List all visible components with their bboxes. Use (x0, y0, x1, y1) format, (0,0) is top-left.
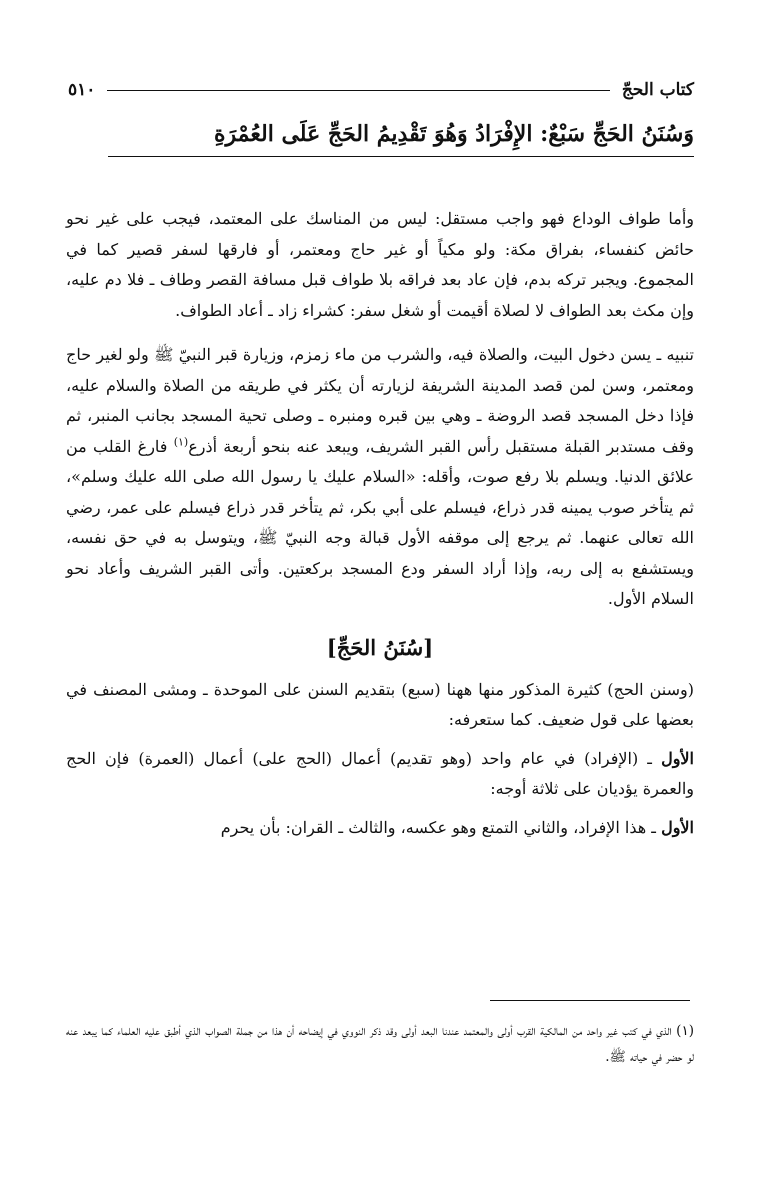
paragraph-three-ways-lead: الأول (661, 817, 694, 837)
paragraph-tanbih-part-2: فارغ القلب من علائق الدنيا. ويسلم بلا رفع صوت، وأقله: «السلام عليك يا رسول الله صلى الله عليك وسلم»، ثم يتأخر صوب يمينه قدر ذراع، فيسلم على أبي بكر، ثم يتأخر قدر ذراع فيسلم على عمر، رضي الله تعالى عنهما. ثم يرجع إلى موقفه الأول قبالة وجه النبيّ ﷺ، ويتوسل به في حق نفسه، ويستشفع به إلى ربه، وإذا أراد السفر ودع المسجد بركعتين. وأتى القبر الشريف وأعاد نحو السلام الأول. (66, 436, 694, 608)
paragraph-first-lead: الأول (661, 748, 694, 768)
header-rule (107, 90, 609, 91)
running-header (68, 72, 694, 108)
page-number: ٥١٠ (68, 80, 96, 100)
book-title: كتاب الحجّ (621, 80, 694, 100)
paragraph-first-ifrad (66, 744, 694, 805)
paragraph-sunan-intro: (وسنن الحج) كثيرة المذكور منها ههنا (سبع) بتقديم السنن على الموحدة ـ ومشى المصنف في بعضها على قول ضعيف. كما ستعرفه: (66, 679, 695, 729)
paragraph-first-text: ـ (الإفراد) في عام واحد (وهو تقديم) أعمال (الحج على) أعمال (العمرة) فإن الحج والعمرة يؤديان على ثلاثة أوجه: (66, 748, 694, 798)
paragraph-tanbih-part-1: تنبيه ـ يسن دخول البيت، والصلاة فيه، والشرب من ماء زمزم، وزيارة قبر النبيّ ﷺ ولو لغير حاج ومعتمر، وسن لمن قصد المدينة الشريفة لزيارته أن يكثر في طريقه من الصلاة والسلام عليه، فإذا دخل المسجد قصد الروضة ـ وهي بين قبره ومنبره ـ وصلى تحية المسجد بجانب المنبر، ثم وقف مستدبر القبلة مستقبل رأس القبر الشريف، ويبعد عنه بنحو أربعة أذرع (66, 345, 695, 456)
footnote: (١) الذي في كتب غير واحد من المالكية القرب أولى والمعتمد عندنا البعد أولى وقد ذكر النووي في إيضاحه أن هذا من جملة الصواب الذي أطبق عليه العلماء كما يبعد عنه لو حضر في حياته ﷺ. (66, 1023, 694, 1065)
main-text (66, 204, 694, 851)
section-heading: [سُنَنُ الحَجِّ] (326, 634, 434, 660)
paragraph-three-ways-text: ـ هذا الإفراد، والثاني التمتع وهو عكسه، والثالث ـ القران: بأن يحرم (220, 817, 662, 837)
paragraph-tawaf-wada: وأما طواف الوداع فهو واجب مستقل: ليس من المناسك على المعتمد، فيجب على غير نحو حائض كنفساء، بفراق مكة: ولو مكياً أو غير حاج ومعتمر، أو فارقها لسفر قصير كما في المجموع. ويجبر تركه بدم، فإن عاد بعد فراقه بلا طواف قبل مسافة القصر وطاف ـ فلا دم عليه، وإن مكث بعد الطواف لا لصلاة أقيمت أو شغل سفر: كشراء زاد ـ أعاد الطواف. (66, 209, 695, 320)
footnote-marker[interactable]: (١) (173, 435, 189, 449)
paragraph-three-ways (66, 813, 694, 844)
matn-heading: وَسُنَنُ الحَجِّ سَبْعٌ: الإِفْرَادُ وَهُوَ تَقْدِيمُ الحَجِّ عَلَى العُمْرَةِ (108, 112, 694, 157)
footnote-separator (490, 1000, 690, 1001)
paragraph-tanbih (66, 340, 694, 615)
